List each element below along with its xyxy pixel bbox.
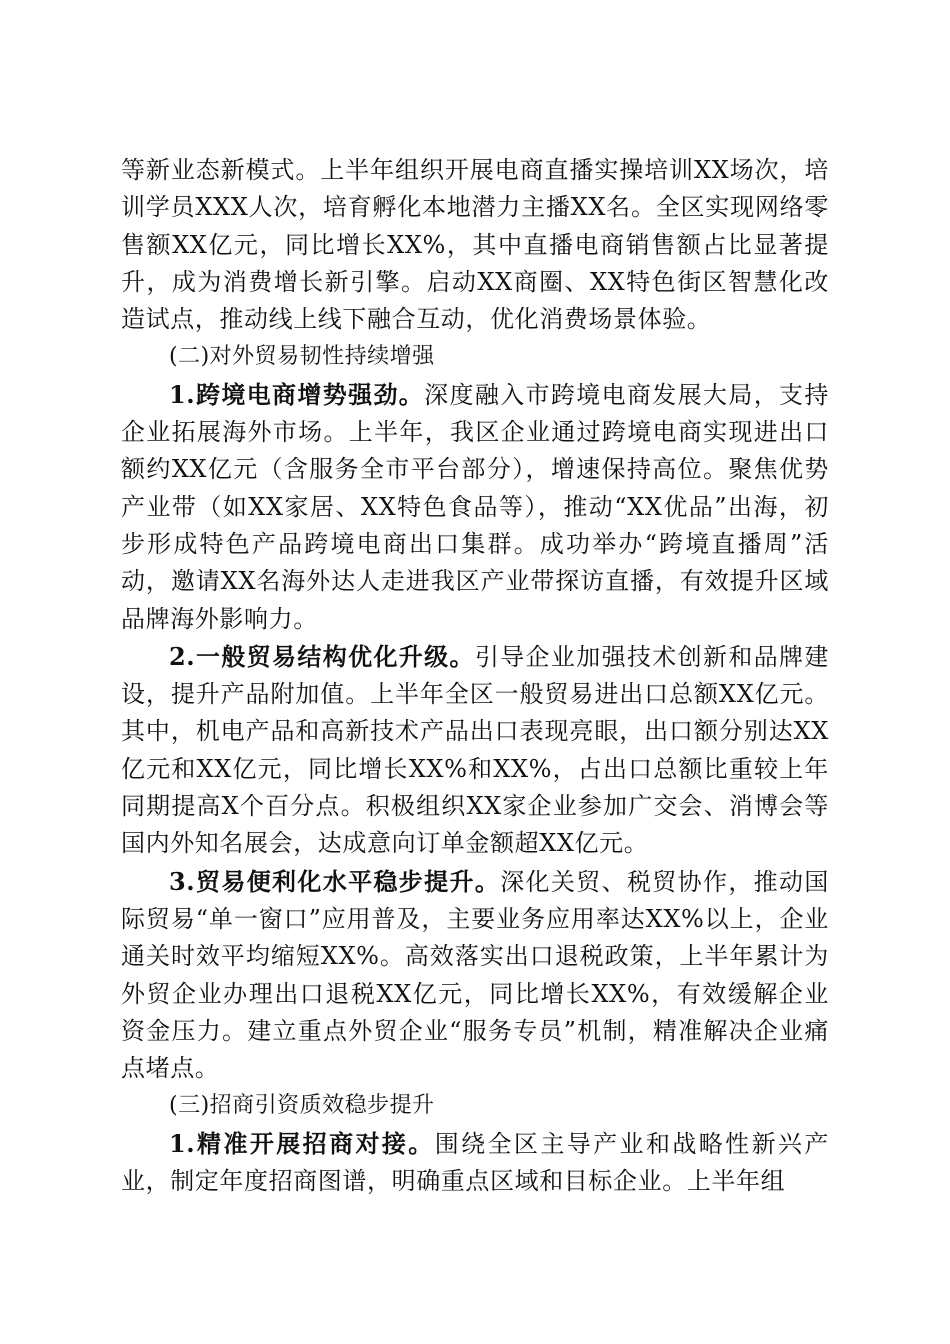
paragraph-investment-matching xyxy=(121,1125,829,1201)
section-heading-investment xyxy=(121,1087,829,1124)
heading-text: (三)招商引资质效稳步提升 xyxy=(169,1093,435,1119)
paragraph-text: 深度融入市跨境电商发展大局，支持企业拓展海外市场。上半年，我区企业通过跨境电商实现进出口额约XX亿元（含服务全市平台部分），增速保持高位。聚焦优势产业带（如XX家居、XX特色食品等），推动“XX优品”出海，初步形成特色产品跨境电商出口集群。成功举办“跨境直播周”活动，邀请XX名海外达人走进我区产业带探访直播，有效提升区域品牌海外影响力。 xyxy=(121,380,829,633)
section-heading-foreign-trade xyxy=(121,338,829,375)
paragraph-text: 引导企业加强技术创新和品牌建设，提升产品附加值。上半年全区一般贸易进出口总额XX亿元。其中，机电产品和高新技术产品出口表现亮眼，出口额分别达XX亿元和XX亿元，同比增长XX%和XX%，占出口总额比重较上年同期提高X个百分点。积极组织XX家企业参加广交会、消博会等国内外知名展会，达成意向订单金额超XX亿元。 xyxy=(121,642,830,858)
paragraph-general-trade xyxy=(121,638,829,863)
paragraph-lead: 1.精准开展招商对接。 xyxy=(169,1128,435,1158)
heading-text: (二)对外贸易韧性持续增强 xyxy=(169,344,435,370)
paragraph-lead: 1.跨境电商增势强劲。 xyxy=(169,379,425,409)
paragraph-text: 深化关贸、税贸协作，推动国际贸易“单一窗口”应用普及，主要业务应用率达XX%以上，企业通关时效平均缩短XX%。高效落实出口退税政策，上半年累计为外贸企业办理出口退税XX亿元，同比增长XX%，有效缓解企业资金压力。建立重点外贸企业“服务专员”机制，精准解决企业痛点堵点。 xyxy=(121,867,829,1083)
paragraph-trade-facilitation xyxy=(121,863,829,1088)
paragraph-lead: 3.贸易便利化水平稳步提升。 xyxy=(169,866,501,896)
paragraph-lead: 2.一般贸易结构优化升级。 xyxy=(169,641,475,671)
document-body xyxy=(121,152,829,1200)
paragraph-cross-border-ecommerce xyxy=(121,376,829,638)
paragraph-consumption-continued xyxy=(121,152,829,338)
paragraph-text: 等新业态新模式。上半年组织开展电商直播实操培训XX场次，培训学员XXX人次，培育孵化本地潜力主播XX名。全区实现网络零售额XX亿元，同比增长XX%，其中直播电商销售额占比显著提升，成为消费增长新引擎。启动XX商圈、XX特色街区智慧化改造试点，推动线上线下融合互动，优化消费场景体验。 xyxy=(121,156,829,334)
paragraph-text: 围绕全区主导产业和战略性新兴产业，制定年度招商图谱，明确重点区域和目标企业。上半年组 xyxy=(121,1129,830,1196)
